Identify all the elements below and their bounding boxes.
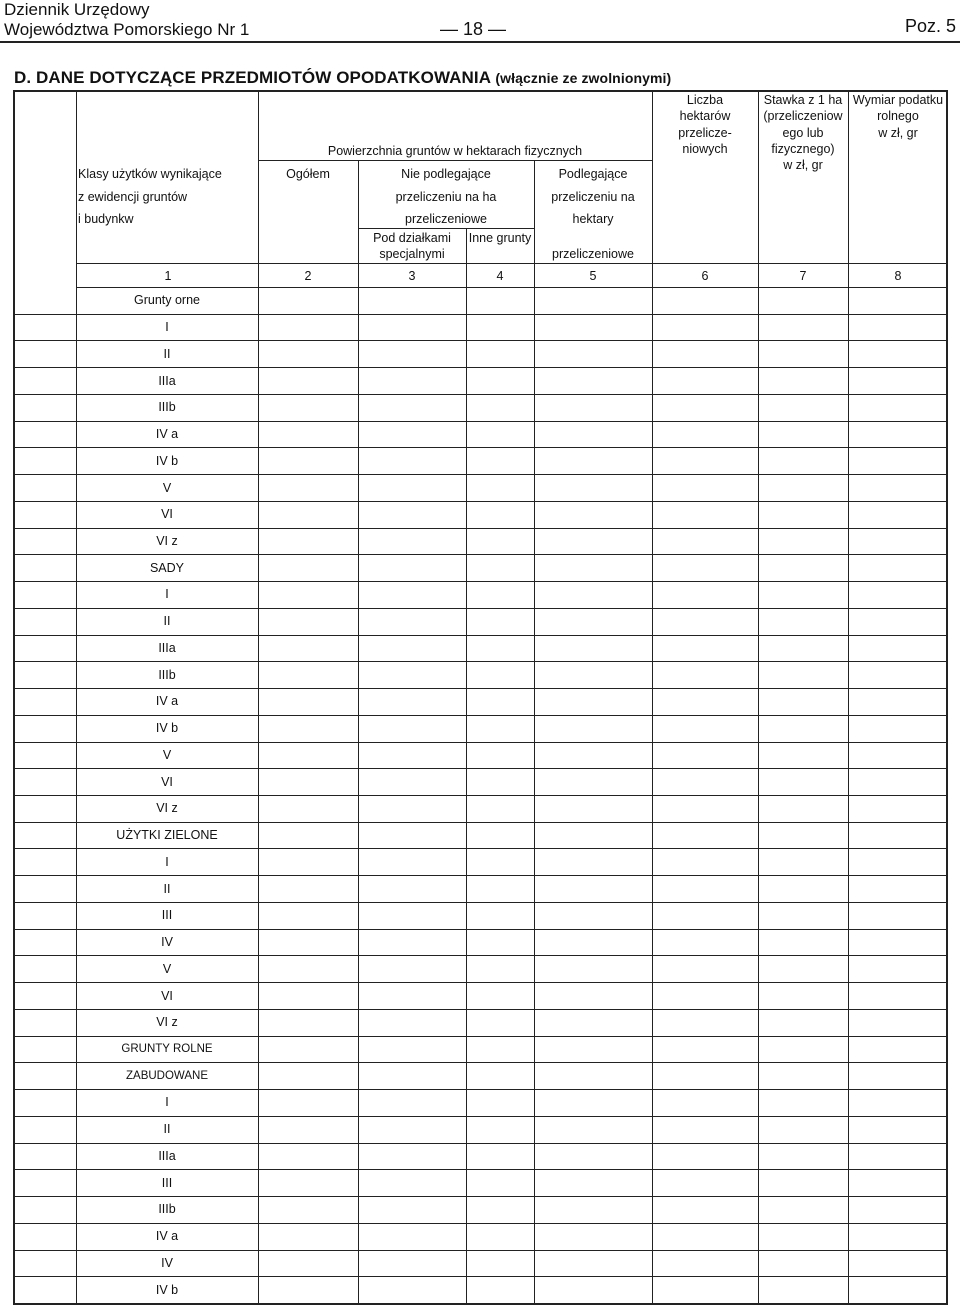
grid-line <box>13 955 947 956</box>
row-label: UŻYTKI ZIELONE <box>116 828 218 842</box>
grid-line <box>13 367 947 368</box>
col-number: 6 <box>701 269 709 283</box>
not-subject-header-line1: Nie podlegające <box>401 167 491 181</box>
grid-line <box>13 1036 947 1037</box>
row-label: V <box>162 962 172 976</box>
col1-header-line3: i budynkw <box>78 212 134 226</box>
total-header: Ogółem <box>286 167 330 181</box>
not-subject-header-line2: przeliczeniu na ha <box>395 190 497 204</box>
col1-header-line2: z ewidencji gruntów <box>78 190 188 204</box>
conv-header-line2: hektarów <box>679 109 731 123</box>
grid-line <box>13 1062 947 1063</box>
section-title-main: D. DANE DOTYCZĄCE PRZEDMIOTÓW OPODATKOWANIA <box>14 68 491 87</box>
special-header-line2: specjalnymi <box>379 247 445 261</box>
row-label: VI <box>161 507 173 521</box>
subject-header-line1: Podlegające <box>558 167 628 181</box>
tax-header-line1: Wymiar podatku <box>852 93 944 107</box>
row-label: IV a <box>155 694 179 708</box>
grid-line <box>13 822 947 823</box>
page-number: — 18 — <box>440 19 507 39</box>
row-label: VI z <box>156 801 178 815</box>
row-label: IIIb <box>158 1202 176 1216</box>
grid-line <box>13 688 947 689</box>
col-number: 3 <box>408 269 416 283</box>
row-label: IV a <box>155 1229 179 1243</box>
grid-line <box>758 90 759 1303</box>
grid-line <box>76 287 947 288</box>
grid-line <box>258 90 259 1303</box>
grid-line <box>76 263 947 264</box>
grid-line <box>13 982 947 983</box>
grid-line <box>13 1089 947 1090</box>
journal-line-1: Dziennik Urzędowy <box>4 0 150 19</box>
row-label: III <box>161 1176 173 1190</box>
grid-line <box>848 90 849 1303</box>
col1-header-line1: Klasy użytków wynikające <box>78 167 222 181</box>
grid-line <box>13 1223 947 1224</box>
row-label: IV <box>161 1256 173 1270</box>
tax-header-line2: rolnego <box>877 109 919 123</box>
grid-line <box>13 742 947 743</box>
subject-header-line2: przeliczeniu na <box>551 190 635 204</box>
grid-line <box>13 554 947 555</box>
grid-line <box>13 581 947 582</box>
col-number: 1 <box>164 269 172 283</box>
row-label: II <box>163 1122 171 1136</box>
grid-line <box>652 90 653 1303</box>
grid-line <box>13 501 947 502</box>
grid-line <box>13 1250 947 1251</box>
grid-line <box>466 228 467 1303</box>
grid-line <box>13 929 947 930</box>
row-label: I <box>165 1095 169 1109</box>
row-label: GRUNTY ROLNE <box>121 1043 213 1055</box>
grid-line <box>13 528 947 529</box>
row-label: V <box>162 481 172 495</box>
row-label: IV <box>161 935 173 949</box>
grid-line <box>13 875 947 876</box>
rate-header-line4: fizycznego) <box>771 142 835 156</box>
rate-header-line1: Stawka z 1 ha <box>763 93 843 107</box>
grid-line <box>13 90 15 1303</box>
grid-line <box>13 1196 947 1197</box>
grid-line <box>258 160 652 161</box>
grid-line <box>13 474 947 475</box>
grid-line <box>534 160 535 1303</box>
grid-line <box>13 1276 947 1277</box>
tax-header-line3: w zł, gr <box>878 126 918 140</box>
grid-line <box>13 848 947 849</box>
row-label: VI <box>161 775 173 789</box>
grid-line <box>76 90 77 1303</box>
grid-line <box>13 1009 947 1010</box>
special-header-line1: Pod działkami <box>373 231 451 245</box>
grid-line <box>13 795 947 796</box>
row-label: IIIa <box>158 374 176 388</box>
grid-line <box>13 635 947 636</box>
grid-line <box>13 768 947 769</box>
row-label: SADY <box>149 561 185 575</box>
conv-header-line1: Liczba <box>686 93 724 107</box>
row-label: IIIb <box>158 668 176 682</box>
row-label: II <box>163 347 171 361</box>
col-number: 4 <box>496 269 504 283</box>
rate-header-line2: (przeliczeniow <box>763 109 843 123</box>
journal-line-2: Województwa Pomorskiego Nr 1 <box>4 20 250 39</box>
grid-line <box>13 314 947 315</box>
row-label: IV a <box>155 427 179 441</box>
row-label: VI z <box>156 534 178 548</box>
subject-header-line4: przeliczeniowe <box>552 247 634 261</box>
row-label: V <box>162 748 172 762</box>
grid-line <box>13 90 947 92</box>
col-number: 5 <box>589 269 597 283</box>
area-header: Powierzchnia gruntów w hektarach fizycznych <box>327 144 583 158</box>
row-label: IIIa <box>158 641 176 655</box>
grid-line <box>13 902 947 903</box>
row-label: ZABUDOWANE <box>126 1070 208 1082</box>
grid-line <box>13 715 947 716</box>
grid-line <box>358 228 534 229</box>
row-label: IIIa <box>158 1149 176 1163</box>
grid-line <box>13 421 947 422</box>
other-header: Inne grunty <box>468 231 532 245</box>
row-label: I <box>165 587 169 601</box>
grid-line <box>13 447 947 448</box>
row-label: II <box>163 614 171 628</box>
grid-line <box>946 90 948 1305</box>
col-number: 8 <box>894 269 902 283</box>
grid-line <box>358 160 359 1303</box>
col-number: 2 <box>304 269 312 283</box>
row-label: III <box>161 908 173 922</box>
row-label: VI z <box>156 1015 178 1029</box>
row-label: Grunty orne <box>133 293 200 307</box>
grid-line <box>13 1143 947 1144</box>
conv-header-line4: niowych <box>682 142 728 156</box>
row-label: I <box>165 320 169 334</box>
grid-line <box>13 1303 947 1305</box>
rate-header-line5: w zł, gr <box>783 158 823 172</box>
row-label: II <box>163 882 171 896</box>
row-label: IIIb <box>158 400 176 414</box>
row-label: VI <box>161 989 173 1003</box>
grid-line <box>13 661 947 662</box>
grid-line <box>13 394 947 395</box>
subject-header-line3: hektary <box>572 212 614 226</box>
col-number: 7 <box>799 269 807 283</box>
grid-line <box>13 608 947 609</box>
row-label: IV b <box>155 1283 179 1297</box>
position-number: Poz. 5 <box>904 16 956 36</box>
row-label: IV b <box>155 454 179 468</box>
grid-line <box>13 1169 947 1170</box>
section-title-sub: (włącznie ze zwolnionymi) <box>495 70 672 86</box>
row-label: I <box>165 855 169 869</box>
conv-header-line3: przelicze- <box>678 126 732 140</box>
rate-header-line3: ego lub <box>782 126 824 140</box>
grid-line <box>13 1116 947 1117</box>
not-subject-header-line3: przeliczeniowe <box>405 212 487 226</box>
grid-line <box>13 340 947 341</box>
row-label: IV b <box>155 721 179 735</box>
